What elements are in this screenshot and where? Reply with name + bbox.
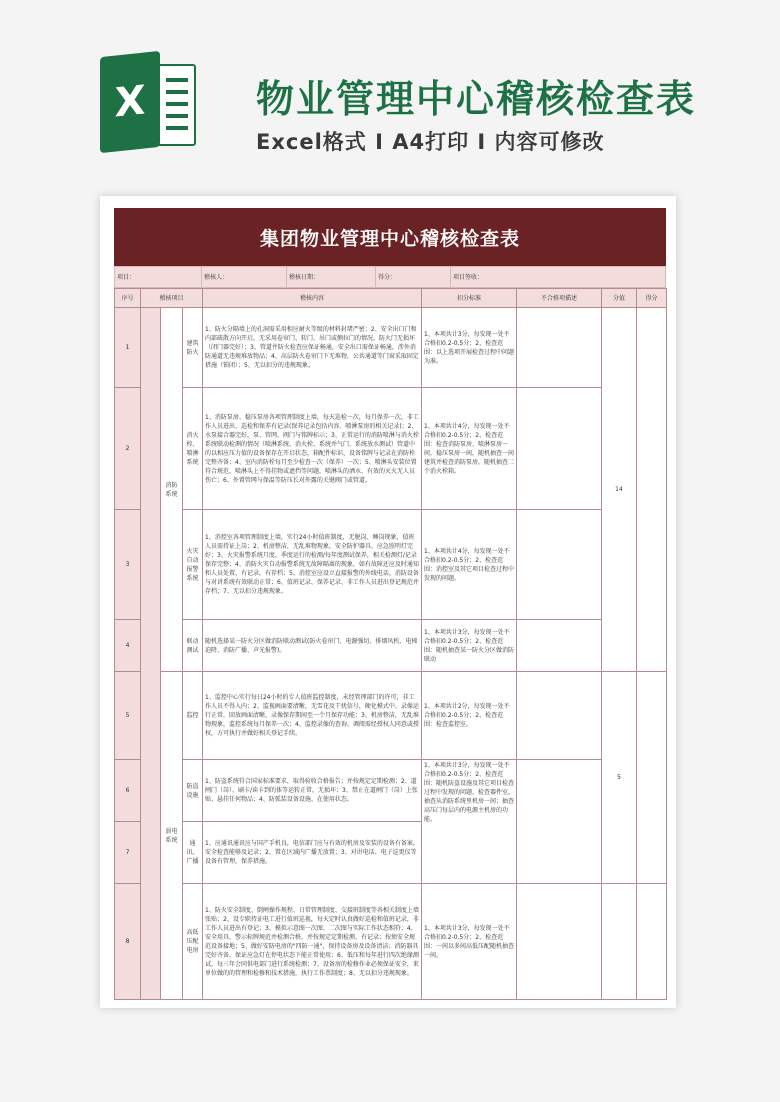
- security-full-score: 5: [602, 672, 637, 884]
- info-row: [115, 267, 666, 288]
- row-nonconform[interactable]: [517, 388, 602, 510]
- info-inspector: 稽核人：: [202, 267, 287, 288]
- row-content: 1、监控中心实行每日24小时的专人值班监控制度，未经管理部门的许可，非工作人员不得入内；2、监视画面要清晰，无雪花及干扰信号，硬化模式中、录像运行正常，回放画面清晰，录像保存期间至一个月保存功能；3、机房整洁，无乱堆物现象，监控系统每月保养一次；4、监控录像的查询、调阅需经授权人同意或授权，方可执行并做好相关登记手续。: [203, 672, 422, 760]
- sheet-preview: [100, 196, 676, 1008]
- table-row: [115, 760, 667, 822]
- row-sub-item: 通讯、广播: [183, 822, 203, 884]
- row-no: 7: [115, 822, 141, 884]
- header-no: 序号: [115, 289, 141, 308]
- row-standard: 1、本项共计3分，每发现一处不合格扣0.2-0.5分；2、检查范围：随机抽查某一防火分区做消防联动: [422, 620, 517, 672]
- row-content: 1、消防泵房、稳压泵房各项管理制度上墙，每天巡检一次，每月保养一次，非工作人员进出、巡检和保养有记录(保养记录包括内容、喷淋泵房的相关记录)；2、水泵接合器完好，泵、管网、阀门与铭牌标示；3、正常运行的消防喷淋与消火栓系统联动检测的情况（喷淋系统、消火栓、系统并气门、系统放水测试）管道中的以相应压力值的设备保存在开启状态，箱配件标识、设备铭牌与记录在消防栓完整齐备；4、室内消防栓每月至少检查一次（保养）一次；5、喷淋头安装位置符合规范，喷淋头上不得挂物或遮挡等问题，喷淋头的洒水、有效的灭火无人员伤亡；6、外置管网与保温等防压长对外露的关键阀门或管道。: [203, 388, 422, 510]
- header-item: 稽核项目: [141, 289, 203, 308]
- row-content: 随机选择某一防火分区做消防联动测试(防火卷帘门、电源强切、排烟风机、电梯迫降、消防广播、声光报警)。: [203, 620, 422, 672]
- audit-form: [114, 208, 666, 1000]
- row-standard: 1、本项共计4分，每发现一处不合格扣0.2-0.5分；2、检查范围：消控室及其它项目检查过程中发现的问题。: [422, 510, 517, 620]
- header-full: 分值: [602, 289, 637, 308]
- row-nonconform[interactable]: [517, 510, 602, 620]
- row-no: 4: [115, 620, 141, 672]
- header-nonconform: 不合格项描述: [517, 289, 602, 308]
- info-project: 项目：: [115, 267, 202, 288]
- row-nonconform[interactable]: [517, 672, 602, 760]
- row-standard: 1、本项共计4分，每发现一处不合格扣0.2-0.5分；2、检查范围：检查消防泵房、喷淋泵房一间，稳压泵房一间，随机抽查一间建筑并检查消防泵房，随机抽查二个消火栓箱。: [422, 388, 517, 510]
- row-no: 6: [115, 760, 141, 822]
- info-confirm: 项目签收：: [451, 267, 666, 288]
- row-full: [602, 884, 637, 1000]
- row-standard: 1、本项共计3分，每发现一处不合格扣0.2-0.5分；2、检查范围：以上选项开展检查过程中问题为准。: [422, 308, 517, 388]
- row-content: 1、应通讯通讯应与国产手机良，电信部门应与有效的机房及安装的设备有备案，安全检查能够及记录；2、置在区域内广播无放置；3、对讲电话、电子巡更仪等设备有管理，保养措施。: [203, 822, 422, 884]
- banner-subtitle: Excel格式 I A4打印 I 内容可修改: [256, 130, 605, 154]
- header-score: 得分: [637, 289, 667, 308]
- row-content: 1、消控室各项管理制度上墙，实行24小时值班制度，无脱岗、睡岗现象，值班人员需持证上岗；2、机房整洁，无乱堆物现象，安全防护器具、应急照明灯完好；3、火灾报警系统月度、季度运行的检测/每年度测试保养，相关检测灯/记录保存完整；4、消防火灾自动报警系统无故障隔离的现象，如有故障还应及时通知和人员处置，有记录，有存档；5、消控室应设立直接报警的外线电话，消防设备与对讲系统有效联动正常；6、值班记录、保养记录、非工作人员进出登记规范并存档；7、无以扣分违规现象。: [203, 510, 422, 620]
- row-nonconform[interactable]: [517, 308, 602, 388]
- info-table: [114, 266, 666, 288]
- group-fire-system: 消防系统: [161, 308, 183, 672]
- row-sub-item: 高低压配电房: [183, 884, 203, 1000]
- row-content: 1、防火分隔墙上的孔洞需采用相应耐火等级的材料封堵严密；2、安全出口门和内部疏散方向开启，无采用卷帘门、转门、吊门或侧拉门的情况，防火门无损坏（闭门器完好）；3、管道井防火检查应保证畅通，安全出口需保证畅通，涉外消防通道无违规堆放物品；4、高层防火卷帘门下无堆物，公共通道等门窗采取固定措施（锁闭）；5、无以扣分的违规现象。: [203, 308, 422, 388]
- info-date: 稽核日期：: [287, 267, 376, 288]
- table-row: [115, 672, 667, 760]
- row-sub-item: 消火栓、喷淋系统: [183, 388, 203, 510]
- header-standard: 扣分标准: [422, 289, 517, 308]
- row-score[interactable]: [637, 884, 667, 1000]
- row-no: 1: [115, 308, 141, 388]
- group-security-system: 弱电系统: [161, 672, 183, 1000]
- form-title: 集团物业管理中心稽核检查表: [114, 208, 666, 266]
- security-score-cell[interactable]: [637, 672, 667, 884]
- row-sub-item: 建筑防火: [183, 308, 203, 388]
- row-sub-item: 监控: [183, 672, 203, 760]
- excel-logo-icon: [100, 54, 196, 150]
- table-row: [115, 620, 667, 672]
- table-row: [115, 388, 667, 510]
- row-sub-item: 防盗设施: [183, 760, 203, 822]
- row-content: 1、防火安全制度、倒闸操作规程、日常管理制度、交接班制度等各相关制度上墙张贴；2、设专职持证电工进行值班巡视，每天定时认真做好巡检和值班记录，非工作人员进出有登记；3、模拟示意图一次图、二次图与实际工作状态相符；4、安全用具、警示标牌规范并检测合格，并按规定定期检测、有记录；按须安全规范设备接地；5、做好安防电房的"四防一通"，保持设备房及设备清洁；消防器具完好齐备，保证应急灯在停电状态下能正常使用；6、低压和每年进行四次绝缘测试，每三年会同供电部门进行系统检测；7、设备房的检修作业必须保证安全，来单位做的的管理和检修和技术措施，执行工作票制度；8、无以扣分违规现象。: [203, 884, 422, 1000]
- row-no: 8: [115, 884, 141, 1000]
- header-content: 稽核内容: [203, 289, 422, 308]
- row-nonconform[interactable]: [517, 760, 602, 884]
- table-row: [115, 510, 667, 620]
- logo-letter: X: [114, 77, 146, 127]
- excel-x-badge: [100, 51, 160, 153]
- banner: [0, 0, 780, 180]
- info-score: 得分：: [376, 267, 451, 288]
- row-no: 5: [115, 672, 141, 760]
- row-standard: 1、本项共计2分，每发现一处不合格扣0.2-0.5分；2、检查范围：检查监控室。: [422, 672, 517, 760]
- row-standard: 1、本项共计3分，每发现一处不合格扣0.2-0.5分；2、检查范围：一间以多间高低压配随机抽查一间。: [422, 884, 517, 1000]
- row-nonconform[interactable]: [517, 884, 602, 1000]
- outer-category-cell: [141, 308, 161, 1000]
- banner-title: 物业管理中心稽核检查表: [256, 77, 697, 121]
- row-content: 1、防盗系统符合国家标准要求，取得验收合格报告；并按规定定期检测；2、道闸门（岗）、刷卡/读卡到的体等运转正常，无损坏；3、禁止在道闸门（岗）上张贴、悬挂任何物品；4、防弧装设备设施、在使用状态。: [203, 760, 422, 822]
- table-row: [115, 884, 667, 1000]
- row-no: 3: [115, 510, 141, 620]
- fire-full-score: 14: [602, 308, 637, 672]
- row-no: 2: [115, 388, 141, 510]
- audit-table: [114, 288, 667, 1000]
- row-standard: 1、本项共计3分，每发现一处不合格扣0.2-0.5分；2、检查范围：随机防盗设施及其它项目检查过程中发现的问题，检查器件室，抽查从消防系统里机房一间；抽查高压门每层内的电源主机房的功能。: [422, 760, 517, 884]
- row-nonconform[interactable]: [517, 620, 602, 672]
- row-sub-item: 联动测试: [183, 620, 203, 672]
- row-sub-item: 火灾自动报警系统: [183, 510, 203, 620]
- table-header: [115, 289, 667, 308]
- fire-score-cell[interactable]: [637, 308, 667, 672]
- table-row: [115, 308, 667, 388]
